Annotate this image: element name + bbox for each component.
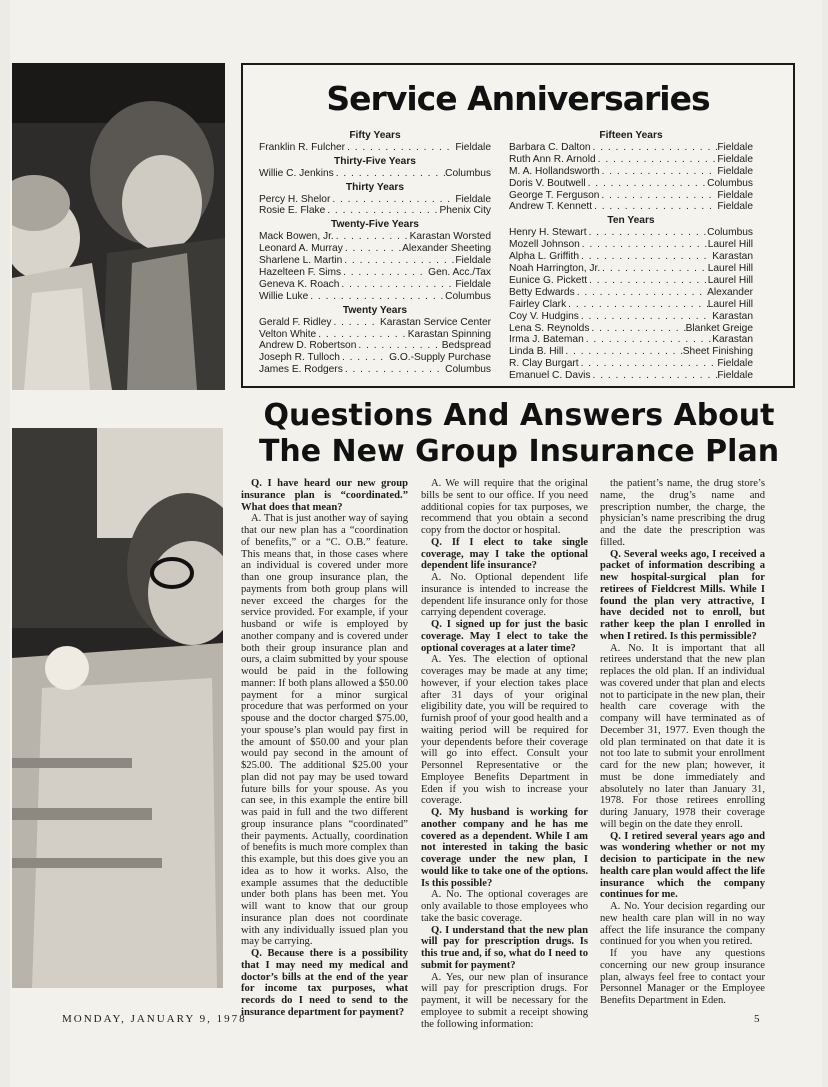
leader-dots bbox=[343, 243, 402, 255]
leader-dots bbox=[345, 142, 455, 154]
anniversary-entry bbox=[259, 352, 491, 364]
anniversary-entry bbox=[509, 154, 753, 166]
anniversary-entry bbox=[509, 251, 753, 263]
answer-paragraph: If you have any questions concerning our new group insurance plan, always feel free to contact your Personnel Manager or the Employee Benefits Department in Eden. bbox=[600, 948, 765, 1006]
anniversaries-left-column bbox=[259, 128, 491, 376]
employee-name: Barbara C. Dalton bbox=[509, 141, 591, 153]
leader-dots bbox=[591, 142, 718, 154]
leader-dots bbox=[575, 287, 707, 299]
photo-woman-with-glasses bbox=[12, 428, 223, 988]
employee-location: Fieldale bbox=[717, 370, 753, 382]
question-paragraph: Q. I retired several years ago and was wondering whether or not my decision to participate in the new health care plan would affect the life insurance which the company continues for me. bbox=[600, 830, 765, 901]
anniversary-entry bbox=[259, 317, 491, 329]
headline-line-1: Questions And Answers About bbox=[263, 398, 775, 433]
leader-dots bbox=[580, 239, 708, 251]
leader-dots bbox=[587, 227, 708, 239]
leader-dots bbox=[316, 329, 408, 341]
anniversary-entry bbox=[259, 194, 491, 206]
employee-location: Columbus bbox=[445, 167, 491, 179]
employee-location: Karastan Service Center bbox=[380, 316, 491, 328]
employee-name: Sharlene L. Martin bbox=[259, 255, 343, 267]
leader-dots bbox=[584, 334, 712, 346]
leader-dots bbox=[579, 251, 712, 263]
question-paragraph: Q. Several weeks ago, I received a packet of information describing a new hospital-surgical plan for retirees of Fieldcrest Mills. While I found the plan very attractive, I have decided not to enroll, but rather keep the plan I enrolled in when I retired. Is this permissible? bbox=[600, 548, 765, 642]
leader-dots bbox=[356, 340, 441, 352]
employee-name: Willie Luke bbox=[259, 290, 309, 302]
leader-dots bbox=[341, 267, 428, 279]
anniversary-entry bbox=[259, 267, 491, 279]
employee-location: Blanket Greige bbox=[685, 322, 753, 334]
page-number: 5 bbox=[754, 1013, 760, 1025]
leader-dots bbox=[599, 190, 717, 202]
leader-dots bbox=[342, 255, 455, 267]
anniversary-entry bbox=[259, 168, 491, 180]
anniversary-entry bbox=[509, 358, 753, 370]
leader-dots bbox=[331, 317, 380, 329]
leader-dots bbox=[334, 231, 410, 243]
employee-name: Gerald F. Ridley bbox=[259, 316, 332, 328]
leader-dots bbox=[592, 201, 717, 213]
employee-location: Laurel Hill bbox=[707, 298, 753, 310]
employee-location: Bedspread bbox=[441, 340, 491, 352]
leader-dots bbox=[579, 358, 718, 370]
leader-dots bbox=[591, 370, 718, 382]
anniversary-entry bbox=[509, 299, 753, 311]
employee-location: Laurel Hill bbox=[707, 274, 753, 286]
employee-location: Gen. Acc./Tax bbox=[428, 266, 491, 278]
answer-paragraph: the patient’s name, the drug store’s name, the drug’s name and prescription number, the charge, the physician’s name prescribing the drug and the date the prescription was filled. bbox=[600, 478, 765, 548]
employee-location: Fieldale bbox=[455, 278, 491, 290]
employee-name: Irma J. Bateman bbox=[509, 334, 584, 346]
employee-name: Alpha L. Griffith bbox=[509, 251, 580, 263]
employee-name: Willie C. Jenkins bbox=[259, 167, 334, 179]
employee-location: Fieldale bbox=[717, 189, 753, 201]
employee-name: Franklin R. Fulcher bbox=[259, 141, 346, 153]
anniversary-entry bbox=[259, 231, 491, 243]
anniversary-entry bbox=[259, 291, 491, 303]
employee-name: Doris V. Boutwell bbox=[509, 177, 586, 189]
article-column-3 bbox=[600, 478, 765, 1007]
anniversary-entry bbox=[509, 201, 753, 213]
anniversary-group-heading: Thirty-Five Years bbox=[334, 155, 416, 167]
employee-location: Fieldale bbox=[717, 201, 753, 213]
employee-name: Mack Bowen, Jr. bbox=[259, 231, 334, 243]
anniversary-group-heading: Fifteen Years bbox=[599, 130, 663, 141]
question-paragraph: Q. If I elect to take single coverage, may I take the optional dependent life insurance? bbox=[421, 536, 588, 572]
question-paragraph: Q. I have heard our new group insurance plan is “coordinated.” What does that mean? bbox=[241, 478, 408, 513]
leader-dots bbox=[330, 194, 455, 206]
anniversary-entry bbox=[259, 142, 491, 154]
answer-paragraph: A. That is just another way of saying that our new plan has a “coordination of benefits,” or a “C. O.B.” feature. This means that, in those cases where an individual is covered under more than one group insurance plan, the payments from both group plans will never exceed the charges for the service provided. For example, if your husband or wife is employed by another company and is covered under both their group insurance plan and ours, a claim submitted by your spouse would be paid in the following manner: If both plans allowed a $50.00 payment for a minor surgical procedure that was performed on your spouse and the doctor charged $75.00, your spouse’s plan would pay first in the amount of $50.00 and your plan would pay second in the amount of $25.00. The additional $25.00 your plan did not pay may be used toward future bills for your spouse. As you can see, in this example the entire bill was paid in full and the two different group insurance plans “coordinated” their payments. Actually, coordination of benefits is much more complex than this example, but this does give you an idea as to how it works. Also, the example assumes that the deductible under both plans has been met. You will want to know that our group insurance plan does not coordinate with any individually issued plan you may be carrying. bbox=[241, 513, 408, 948]
anniversary-entry bbox=[259, 329, 491, 341]
leader-dots bbox=[308, 291, 445, 303]
footer-date: MONDAY, JANUARY 9, 1978 bbox=[62, 1013, 247, 1025]
anniversary-entry bbox=[259, 255, 491, 267]
leader-dots bbox=[600, 166, 718, 178]
article-headline bbox=[236, 398, 802, 470]
employee-location: Alexander bbox=[707, 286, 753, 298]
anniversary-entry bbox=[259, 340, 491, 352]
article-column-2 bbox=[421, 478, 588, 1030]
anniversary-entry bbox=[259, 364, 491, 376]
leader-dots bbox=[586, 178, 707, 190]
employee-location: G.O.-Supply Purchase bbox=[389, 352, 491, 364]
employee-name: Joseph R. Tulloch bbox=[259, 352, 340, 364]
leader-dots bbox=[587, 275, 708, 287]
service-anniversaries-box bbox=[241, 63, 795, 388]
leader-dots bbox=[589, 323, 685, 335]
employee-name: Andrew T. Kennett bbox=[509, 201, 593, 213]
employee-location: Fieldale bbox=[455, 141, 491, 153]
answer-paragraph: A. No. It is important that all retirees understand that the new plan replaces the old plan. If an individual was covered under that plan and elects not to participate in the new plan, their health care coverage with the company will have terminated as of December 31, 1977. Even though the old plan terminated on that date it is not too late to submit your enrollment card for the new plan; however, it must be done immediately and absolutely no later than January 31, 1978. For those retirees enrolling during January, 1978 their coverage will begin on the date they enroll. bbox=[600, 642, 765, 830]
anniversary-group-heading: Twenty-Five Years bbox=[331, 219, 419, 231]
answer-paragraph: A. No. Optional dependent life insurance is intended to increase the dependent life insurance only for those carrying dependent coverage. bbox=[421, 572, 588, 619]
article-column-1 bbox=[241, 478, 408, 1019]
employee-location: Fieldale bbox=[717, 141, 753, 153]
leader-dots bbox=[343, 364, 445, 376]
employee-location: Sheet Finishing bbox=[682, 346, 753, 358]
anniversary-entry bbox=[259, 243, 491, 255]
employee-name: Eunice G. Pickett bbox=[509, 274, 588, 286]
employee-location: Karastan Worsted bbox=[409, 231, 491, 243]
employee-name: Rosie E. Flake bbox=[259, 205, 326, 217]
employee-name: Henry H. Stewart bbox=[509, 227, 587, 239]
anniversary-entry bbox=[509, 311, 753, 323]
employee-name: R. Clay Burgart bbox=[509, 358, 579, 370]
anniversary-entry bbox=[259, 205, 491, 217]
employee-location: Karastan bbox=[712, 310, 753, 322]
employee-location: Fieldale bbox=[455, 193, 491, 205]
leader-dots bbox=[563, 346, 682, 358]
anniversary-group-heading: Twenty Years bbox=[342, 304, 408, 316]
anniversary-entry bbox=[509, 190, 753, 202]
anniversary-entry bbox=[509, 323, 753, 335]
leader-dots bbox=[579, 311, 712, 323]
question-paragraph: Q. I signed up for just the basic coverage. May I elect to take the optional coverages at a later time? bbox=[421, 619, 588, 654]
employee-name: M. A. Hollandsworth bbox=[509, 165, 600, 177]
anniversary-group-heading: Thirty Years bbox=[345, 181, 405, 193]
anniversary-entry bbox=[509, 370, 753, 382]
employee-name: Andrew D. Robertson bbox=[259, 340, 357, 352]
anniversary-entry bbox=[509, 334, 753, 346]
employee-location: Laurel Hill bbox=[707, 262, 753, 274]
employee-location: Karastan bbox=[712, 251, 753, 263]
leader-dots bbox=[600, 263, 708, 275]
employee-name: Betty Edwards bbox=[509, 286, 575, 298]
employee-location: Fieldale bbox=[717, 153, 753, 165]
headline-line-2: The New Group Insurance Plan bbox=[258, 434, 780, 469]
answer-paragraph: A. Yes. The election of optional coverages may be made at any time; however, if your election takes place after 31 days of your original eligibility date, you will be required to furnish proof of your good health and a waiting period will be required for your dependents before their coverage will go into effect. Consult your Personnel Representative or the Employee Benefits Department in Eden if you wish to increase your coverage. bbox=[421, 654, 588, 807]
anniversary-entry bbox=[509, 227, 753, 239]
leader-dots bbox=[596, 154, 718, 166]
employee-name: Hazelteen F. Sims bbox=[259, 266, 342, 278]
employee-location: Fieldale bbox=[717, 358, 753, 370]
anniversary-entry bbox=[509, 239, 753, 251]
employee-location: Columbus bbox=[445, 290, 491, 302]
employee-name: James E. Rodgers bbox=[259, 364, 343, 376]
employee-location: Columbus bbox=[707, 177, 753, 189]
employee-location: Karastan Spinning bbox=[407, 328, 491, 340]
leader-dots bbox=[339, 279, 455, 291]
employee-location: Columbus bbox=[707, 227, 753, 239]
employee-name: Velton White bbox=[259, 328, 317, 340]
employee-name: Geneva K. Roach bbox=[259, 278, 340, 290]
anniversary-entry bbox=[509, 142, 753, 154]
employee-name: Percy H. Shelor bbox=[259, 193, 331, 205]
employee-location: Columbus bbox=[445, 364, 491, 376]
photo-mother-and-child bbox=[12, 63, 225, 390]
employee-name: Leonard A. Murray bbox=[259, 243, 343, 255]
answer-paragraph: A. Yes, our new plan of insurance will pay for prescription drugs. For payment, it will be necessary for the employee to submit a receipt showing the following information: bbox=[421, 971, 588, 1030]
employee-name: Mozell Johnson bbox=[509, 239, 580, 251]
anniversary-entry bbox=[509, 287, 753, 299]
employee-location: Phenix City bbox=[439, 205, 491, 217]
question-paragraph: Q. Because there is a possibility that I may need my medical and doctor’s bills at the end of the year for income tax purposes, what records do I need to send to the insurance department for payment? bbox=[241, 948, 408, 1018]
anniversary-group-heading: Fifty Years bbox=[349, 130, 401, 141]
employee-name: Ruth Ann R. Arnold bbox=[509, 153, 596, 165]
employee-name: Linda B. Hill bbox=[509, 346, 564, 358]
employee-name: Lena S. Reynolds bbox=[509, 322, 590, 334]
leader-dots bbox=[340, 352, 389, 364]
anniversary-entry bbox=[509, 346, 753, 358]
employee-name: Fairley Clark bbox=[509, 298, 567, 310]
employee-location: Alexander Sheeting bbox=[402, 243, 491, 255]
employee-location: Karastan bbox=[712, 334, 753, 346]
leader-dots bbox=[334, 168, 445, 180]
anniversary-entry bbox=[259, 279, 491, 291]
question-paragraph: Q. I understand that the new plan will pay for prescription drugs. Is this true and, if so, what do I need to submit for payment? bbox=[421, 924, 588, 971]
employee-location: Laurel Hill bbox=[707, 239, 753, 251]
anniversary-entry bbox=[509, 166, 753, 178]
answer-paragraph: A. No. The optional coverages are only available to those employees who take the basic coverage. bbox=[421, 889, 588, 924]
anniversary-entry bbox=[509, 178, 753, 190]
employee-name: Emanuel C. Davis bbox=[509, 370, 591, 382]
employee-name: George T. Ferguson bbox=[509, 189, 600, 201]
employee-location: Fieldale bbox=[717, 165, 753, 177]
employee-name: Coy V. Hudgins bbox=[509, 310, 579, 322]
question-paragraph: Q. My husband is working for another company and he has me covered as a dependent. While I am not interested in taking the basic coverage under the new plan, I would like to take one of the options. Is this possible? bbox=[421, 807, 588, 889]
answer-paragraph: A. We will require that the original bills be sent to our office. If you need additional copies for tax purposes, we recommend that you obtain a second copy from the doctor or hospital. bbox=[421, 478, 588, 536]
leader-dots bbox=[325, 205, 439, 217]
service-anniversaries-title: Service Anniversaries bbox=[326, 79, 710, 118]
anniversaries-right-column bbox=[509, 128, 753, 382]
anniversary-entry bbox=[509, 263, 753, 275]
leader-dots bbox=[566, 299, 708, 311]
anniversary-entry bbox=[509, 275, 753, 287]
employee-location: Fieldale bbox=[455, 255, 491, 267]
answer-paragraph: A. No. Your decision regarding our new health care plan will in no way affect the life insurance the company continued for you when you retired. bbox=[600, 901, 765, 948]
employee-name: Noah Harrington, Jr. bbox=[509, 262, 601, 274]
anniversary-group-heading: Ten Years bbox=[607, 215, 655, 227]
